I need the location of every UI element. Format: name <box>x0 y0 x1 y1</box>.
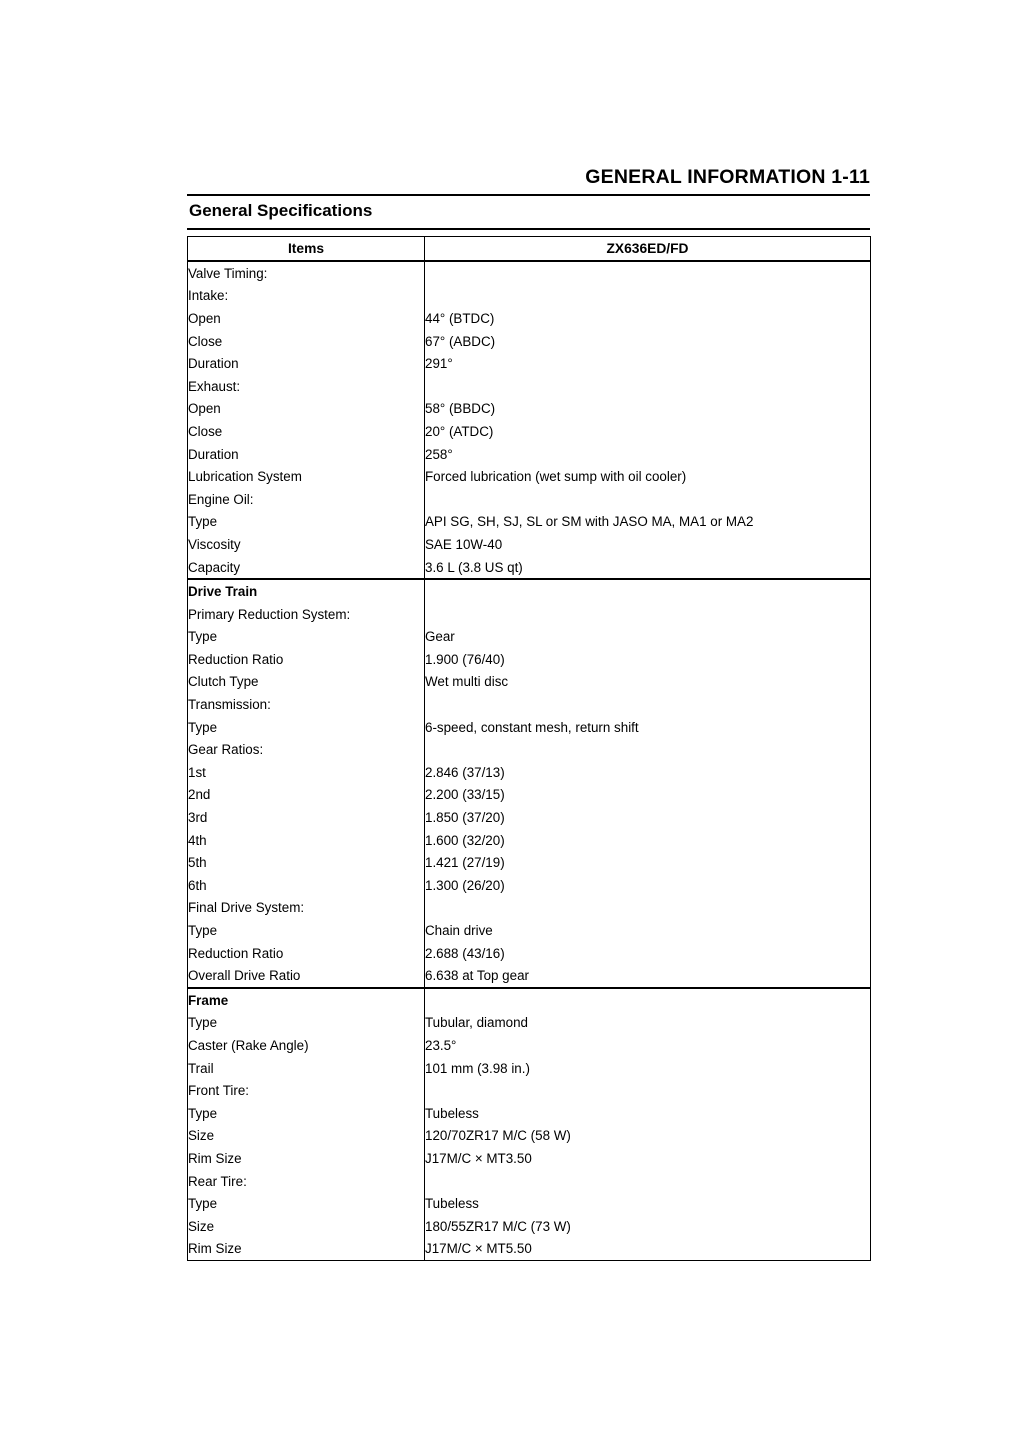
row-item-label: Duration <box>188 443 425 466</box>
table-row <box>188 1057 871 1080</box>
row-item-label: Trail <box>188 1057 425 1080</box>
table-row <box>188 671 871 694</box>
row-item-value: 67° (ABDC) <box>425 330 871 353</box>
row-item-value: 2.688 (43/16) <box>425 942 871 965</box>
table-row <box>188 420 871 443</box>
row-item-label: Reduction Ratio <box>188 942 425 965</box>
table-row <box>188 488 871 511</box>
row-item-value: 1.300 (26/20) <box>425 874 871 897</box>
table-row <box>188 851 871 874</box>
row-item-value <box>425 738 871 761</box>
row-item-label: 6th <box>188 874 425 897</box>
table-row <box>188 1079 871 1102</box>
row-item-label: 1st <box>188 761 425 784</box>
row-item-value <box>425 285 871 308</box>
row-item-label: 4th <box>188 829 425 852</box>
row-item-label: Overall Drive Ratio <box>188 964 425 988</box>
page-title: General Specifications <box>189 201 373 220</box>
row-item-label: 3rd <box>188 806 425 829</box>
table-row <box>188 648 871 671</box>
row-item-value <box>425 579 871 603</box>
table-row <box>188 375 871 398</box>
row-item-label: Type <box>188 716 425 739</box>
row-item-value <box>425 261 871 285</box>
row-item-label: Rim Size <box>188 1238 425 1261</box>
table-row <box>188 398 871 421</box>
row-item-value: Tubular, diamond <box>425 1012 871 1035</box>
row-item-value <box>425 1079 871 1102</box>
row-item-value: 180/55ZR17 M/C (73 W) <box>425 1215 871 1238</box>
table-row <box>188 285 871 308</box>
row-item-value <box>425 988 871 1012</box>
row-item-value: Chain drive <box>425 919 871 942</box>
table-row <box>188 738 871 761</box>
row-item-label: Duration <box>188 352 425 375</box>
table-row <box>188 1125 871 1148</box>
table-row <box>188 443 871 466</box>
table-row <box>188 330 871 353</box>
table-row <box>188 626 871 649</box>
row-item-value: Tubeless <box>425 1192 871 1215</box>
row-item-label: Lubrication System <box>188 465 425 488</box>
row-item-label: Valve Timing: <box>188 261 425 285</box>
row-item-value: 2.846 (37/13) <box>425 761 871 784</box>
row-item-value: Forced lubrication (wet sump with oil cooler) <box>425 465 871 488</box>
row-item-label: Front Tire: <box>188 1079 425 1102</box>
table-row <box>188 716 871 739</box>
table-row <box>188 261 871 285</box>
table-row <box>188 1215 871 1238</box>
row-item-label: Type <box>188 626 425 649</box>
row-item-label: 5th <box>188 851 425 874</box>
table-row <box>188 874 871 897</box>
row-item-label: Reduction Ratio <box>188 648 425 671</box>
row-item-value <box>425 488 871 511</box>
row-item-value: API SG, SH, SJ, SL or SM with JASO MA, MA1 or MA2 <box>425 511 871 534</box>
row-item-label: Viscosity <box>188 533 425 556</box>
row-item-label: Intake: <box>188 285 425 308</box>
row-item-label: Open <box>188 398 425 421</box>
row-item-value <box>425 375 871 398</box>
row-item-value <box>425 603 871 626</box>
row-item-label: Caster (Rake Angle) <box>188 1034 425 1057</box>
row-item-value: Gear <box>425 626 871 649</box>
row-item-value <box>425 1170 871 1193</box>
table-row <box>188 1034 871 1057</box>
row-item-value: 120/70ZR17 M/C (58 W) <box>425 1125 871 1148</box>
row-item-label: Open <box>188 307 425 330</box>
row-item-label: Type <box>188 1012 425 1035</box>
table-row <box>188 897 871 920</box>
row-item-label: Frame <box>188 988 425 1012</box>
row-item-label: 2nd <box>188 784 425 807</box>
row-item-label: Exhaust: <box>188 375 425 398</box>
table-row <box>188 556 871 580</box>
page-header: GENERAL INFORMATION 1-11 <box>585 166 870 188</box>
table-row <box>188 307 871 330</box>
row-item-label: Type <box>188 511 425 534</box>
row-item-value: J17M/C × MT5.50 <box>425 1238 871 1261</box>
table-row <box>188 806 871 829</box>
row-item-value: 3.6 L (3.8 US qt) <box>425 556 871 580</box>
row-item-value: 58° (BBDC) <box>425 398 871 421</box>
column-header-items: Items <box>188 237 425 262</box>
table-row <box>188 761 871 784</box>
column-header-model: ZX636ED/FD <box>425 237 871 262</box>
row-item-label: Type <box>188 1102 425 1125</box>
row-item-label: Gear Ratios: <box>188 738 425 761</box>
table-row <box>188 603 871 626</box>
row-item-value: 1.421 (27/19) <box>425 851 871 874</box>
row-item-label: Drive Train <box>188 579 425 603</box>
table-row <box>188 693 871 716</box>
table-row <box>188 511 871 534</box>
row-item-value: 1.900 (76/40) <box>425 648 871 671</box>
row-item-value: 6.638 at Top gear <box>425 964 871 988</box>
row-item-value: 1.850 (37/20) <box>425 806 871 829</box>
table-row <box>188 919 871 942</box>
table-header-row <box>188 237 871 262</box>
table-row <box>188 1170 871 1193</box>
row-item-value: 101 mm (3.98 in.) <box>425 1057 871 1080</box>
table-row <box>188 1147 871 1170</box>
row-item-label: Type <box>188 1192 425 1215</box>
row-item-label: Size <box>188 1125 425 1148</box>
row-item-value: 23.5° <box>425 1034 871 1057</box>
header-rule <box>187 194 870 196</box>
table-row <box>188 465 871 488</box>
table-row <box>188 784 871 807</box>
row-item-label: Close <box>188 420 425 443</box>
row-item-value <box>425 693 871 716</box>
row-item-value: Tubeless <box>425 1102 871 1125</box>
table-row <box>188 352 871 375</box>
row-item-label: Type <box>188 919 425 942</box>
row-item-label: Final Drive System: <box>188 897 425 920</box>
table-row <box>188 1192 871 1215</box>
table-row <box>188 1012 871 1035</box>
row-item-value: J17M/C × MT3.50 <box>425 1147 871 1170</box>
table-header <box>188 237 871 262</box>
row-item-label: Size <box>188 1215 425 1238</box>
table-row <box>188 533 871 556</box>
row-item-label: Rear Tire: <box>188 1170 425 1193</box>
table-row <box>188 1238 871 1261</box>
table-row <box>188 942 871 965</box>
table-row <box>188 964 871 988</box>
row-item-value: 2.200 (33/15) <box>425 784 871 807</box>
table-row <box>188 579 871 603</box>
row-item-value: 291° <box>425 352 871 375</box>
row-item-label: Rim Size <box>188 1147 425 1170</box>
row-item-value: 20° (ATDC) <box>425 420 871 443</box>
row-item-label: Engine Oil: <box>188 488 425 511</box>
row-item-value: 1.600 (32/20) <box>425 829 871 852</box>
row-item-value: SAE 10W-40 <box>425 533 871 556</box>
row-item-label: Capacity <box>188 556 425 580</box>
row-item-value: 258° <box>425 443 871 466</box>
table-row <box>188 1102 871 1125</box>
row-item-label: Close <box>188 330 425 353</box>
row-item-label: Primary Reduction System: <box>188 603 425 626</box>
title-rule <box>187 228 870 230</box>
row-item-value: Wet multi disc <box>425 671 871 694</box>
row-item-value: 6-speed, constant mesh, return shift <box>425 716 871 739</box>
row-item-label: Transmission: <box>188 693 425 716</box>
row-item-label: Clutch Type <box>188 671 425 694</box>
specifications-table <box>187 236 871 1261</box>
table-row <box>188 988 871 1012</box>
row-item-value <box>425 897 871 920</box>
table-row <box>188 829 871 852</box>
row-item-value: 44° (BTDC) <box>425 307 871 330</box>
table-body <box>188 261 871 1261</box>
